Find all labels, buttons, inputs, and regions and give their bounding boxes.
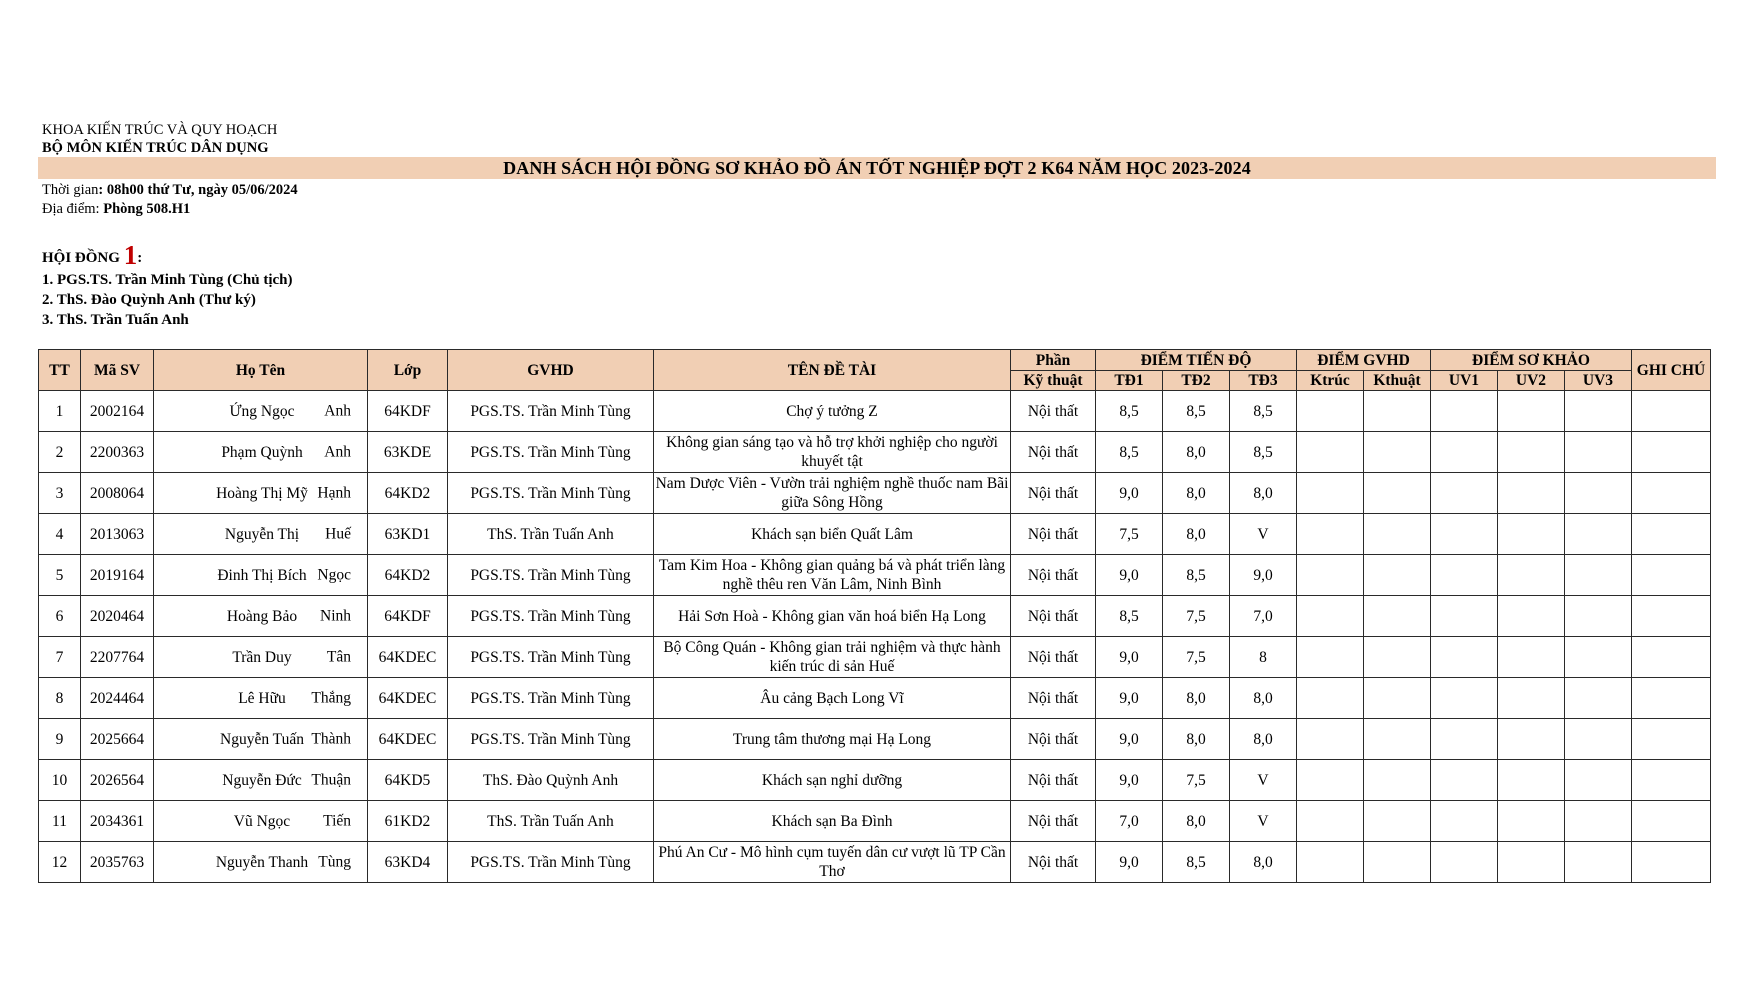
cell-full-name <box>154 678 368 719</box>
cell-ghichu <box>1632 514 1711 555</box>
cell-detai: Chợ ý tưởng Z <box>654 391 1011 432</box>
council-member: 2. ThS. Đào Quỳnh Anh (Thư ký) <box>42 292 256 308</box>
cell-full-name <box>154 391 368 432</box>
cell-gvhd: PGS.TS. Trần Minh Tùng <box>448 391 654 432</box>
table-row <box>39 719 1711 760</box>
first-name: Huế <box>325 525 351 543</box>
table-row <box>39 637 1711 678</box>
cell-masv: 2013063 <box>81 514 154 555</box>
cell-tt: 10 <box>39 760 81 801</box>
cell-gvhd: PGS.TS. Trần Minh Tùng <box>448 637 654 678</box>
cell-td3: V <box>1230 760 1297 801</box>
cell-uv2 <box>1498 596 1565 637</box>
cell-ghichu <box>1632 678 1711 719</box>
cell-uv1 <box>1431 760 1498 801</box>
header-kthuat: Kthuật <box>1364 371 1431 391</box>
cell-phan: Nội thất <box>1011 637 1096 678</box>
place-value: Phòng 508.H1 <box>103 201 191 217</box>
cell-gvhd: PGS.TS. Trần Minh Tùng <box>448 842 654 883</box>
cell-gvhd: PGS.TS. Trần Minh Tùng <box>448 678 654 719</box>
cell-ghichu <box>1632 801 1711 842</box>
table-header <box>39 350 1711 391</box>
cell-ghichu <box>1632 637 1711 678</box>
cell-tt: 4 <box>39 514 81 555</box>
place-info <box>42 200 190 218</box>
cell-td1: 9,0 <box>1096 842 1163 883</box>
first-name: Tân <box>326 648 351 666</box>
council-number: 1 <box>123 240 138 270</box>
cell-tt: 11 <box>39 801 81 842</box>
cell-kthuat <box>1364 760 1431 801</box>
header-uv3: UV3 <box>1565 371 1632 391</box>
cell-uv1 <box>1431 801 1498 842</box>
cell-ghichu <box>1632 760 1711 801</box>
header-uv2: UV2 <box>1498 371 1565 391</box>
cell-ktruc <box>1297 801 1364 842</box>
cell-td2: 8,0 <box>1163 432 1230 473</box>
cell-kthuat <box>1364 432 1431 473</box>
council-member: 3. ThS. Trần Tuấn Anh <box>42 312 189 328</box>
header-student-id: Mã SV <box>81 350 154 391</box>
cell-tt: 3 <box>39 473 81 514</box>
last-name: Vũ Ngọc <box>233 812 291 830</box>
cell-uv3 <box>1565 432 1632 473</box>
cell-td2: 7,5 <box>1163 760 1230 801</box>
time-label: Thời gian <box>42 182 99 198</box>
cell-td1: 9,0 <box>1096 719 1163 760</box>
last-name: Hoàng Bảo <box>226 607 298 625</box>
cell-masv: 2035763 <box>81 842 154 883</box>
cell-full-name <box>154 432 368 473</box>
header-td3: TĐ3 <box>1230 371 1297 391</box>
table-body <box>39 391 1711 883</box>
cell-uv2 <box>1498 555 1565 596</box>
cell-uv3 <box>1565 514 1632 555</box>
table-row <box>39 678 1711 719</box>
council-member: 1. PGS.TS. Trần Minh Tùng (Chủ tịch) <box>42 272 293 288</box>
header-td1: TĐ1 <box>1096 371 1163 391</box>
header-topic: TÊN ĐỀ TÀI <box>654 350 1011 391</box>
cell-uv3 <box>1565 391 1632 432</box>
cell-kthuat <box>1364 637 1431 678</box>
cell-masv: 2207764 <box>81 637 154 678</box>
cell-phan: Nội thất <box>1011 391 1096 432</box>
cell-uv3 <box>1565 473 1632 514</box>
council-suffix: : <box>137 250 143 266</box>
place-label: Địa điểm: <box>42 201 104 217</box>
cell-phan: Nội thất <box>1011 596 1096 637</box>
cell-uv1 <box>1431 596 1498 637</box>
cell-uv3 <box>1565 801 1632 842</box>
cell-kthuat <box>1364 391 1431 432</box>
header-technical-part-line1: Phần <box>1011 350 1096 371</box>
cell-uv1 <box>1431 678 1498 719</box>
cell-full-name <box>154 719 368 760</box>
table-row <box>39 514 1711 555</box>
first-name: Anh <box>324 443 351 461</box>
cell-uv2 <box>1498 432 1565 473</box>
cell-td1: 7,0 <box>1096 801 1163 842</box>
cell-kthuat <box>1364 555 1431 596</box>
header-progress-score: ĐIỂM TIẾN ĐỘ <box>1096 350 1297 371</box>
time-info <box>42 181 298 199</box>
cell-detai: Trung tâm thương mại Hạ Long <box>654 719 1011 760</box>
cell-td2: 7,5 <box>1163 596 1230 637</box>
cell-td2: 8,0 <box>1163 473 1230 514</box>
cell-uv1 <box>1431 432 1498 473</box>
cell-ghichu <box>1632 391 1711 432</box>
header-supervisor-score: ĐIỂM GVHD <box>1297 350 1431 371</box>
header-td2: TĐ2 <box>1163 371 1230 391</box>
cell-td2: 8,0 <box>1163 514 1230 555</box>
cell-detai: Bộ Công Quán - Không gian trải nghiệm và thực hành kiến trúc di sản Huế <box>654 637 1011 678</box>
cell-kthuat <box>1364 719 1431 760</box>
cell-lop: 64KDF <box>368 391 448 432</box>
last-name: Nguyễn Thị <box>224 525 300 543</box>
last-name: Nguyễn Đức <box>222 771 302 789</box>
cell-full-name <box>154 596 368 637</box>
cell-ghichu <box>1632 473 1711 514</box>
cell-td2: 8,5 <box>1163 555 1230 596</box>
table-row <box>39 391 1711 432</box>
cell-lop: 64KDF <box>368 596 448 637</box>
cell-masv: 2020464 <box>81 596 154 637</box>
cell-full-name <box>154 801 368 842</box>
cell-td1: 9,0 <box>1096 637 1163 678</box>
cell-td2: 7,5 <box>1163 637 1230 678</box>
time-value: : 08h00 thứ Tư, ngày 05/06/2024 <box>98 182 298 198</box>
table-row <box>39 760 1711 801</box>
cell-uv2 <box>1498 801 1565 842</box>
header-ktruc: Ktrúc <box>1297 371 1364 391</box>
cell-uv1 <box>1431 555 1498 596</box>
cell-uv2 <box>1498 719 1565 760</box>
first-name: Ninh <box>320 607 351 625</box>
cell-uv1 <box>1431 719 1498 760</box>
department-name: BỘ MÔN KIẾN TRÚC DÂN DỤNG <box>42 140 269 156</box>
cell-ghichu <box>1632 719 1711 760</box>
cell-uv2 <box>1498 391 1565 432</box>
cell-masv: 2008064 <box>81 473 154 514</box>
cell-gvhd: PGS.TS. Trần Minh Tùng <box>448 473 654 514</box>
cell-tt: 8 <box>39 678 81 719</box>
first-name: Tiến <box>323 812 351 830</box>
cell-lop: 61KD2 <box>368 801 448 842</box>
cell-td3: 8,0 <box>1230 719 1297 760</box>
last-name: Nguyễn Tuấn <box>220 730 304 748</box>
cell-ktruc <box>1297 637 1364 678</box>
council-label: HỘI ĐỒNG <box>42 250 124 266</box>
cell-masv: 2200363 <box>81 432 154 473</box>
cell-gvhd: PGS.TS. Trần Minh Tùng <box>448 719 654 760</box>
cell-lop: 63KDE <box>368 432 448 473</box>
cell-kthuat <box>1364 596 1431 637</box>
cell-uv1 <box>1431 637 1498 678</box>
cell-full-name <box>154 473 368 514</box>
cell-phan: Nội thất <box>1011 514 1096 555</box>
cell-masv: 2034361 <box>81 801 154 842</box>
last-name: Trần Duy <box>232 648 292 666</box>
cell-uv2 <box>1498 760 1565 801</box>
cell-uv2 <box>1498 473 1565 514</box>
cell-uv3 <box>1565 719 1632 760</box>
cell-uv2 <box>1498 637 1565 678</box>
cell-td1: 9,0 <box>1096 678 1163 719</box>
header-supervisor: GVHD <box>448 350 654 391</box>
cell-masv: 2026564 <box>81 760 154 801</box>
header-uv1: UV1 <box>1431 371 1498 391</box>
cell-uv1 <box>1431 391 1498 432</box>
cell-tt: 5 <box>39 555 81 596</box>
cell-ktruc <box>1297 473 1364 514</box>
cell-uv3 <box>1565 842 1632 883</box>
cell-tt: 7 <box>39 637 81 678</box>
cell-masv: 2025664 <box>81 719 154 760</box>
cell-uv2 <box>1498 842 1565 883</box>
cell-uv2 <box>1498 678 1565 719</box>
cell-lop: 64KDEC <box>368 719 448 760</box>
first-name: Thuận <box>311 771 351 789</box>
cell-td2: 8,5 <box>1163 391 1230 432</box>
cell-detai: Không gian sáng tạo và hỗ trợ khởi nghiệp cho người khuyết tật <box>654 432 1011 473</box>
cell-detai: Phú An Cư - Mô hình cụm tuyến dân cư vượt lũ TP Cần Thơ <box>654 842 1011 883</box>
cell-masv: 2024464 <box>81 678 154 719</box>
table-row <box>39 596 1711 637</box>
document-title: DANH SÁCH HỘI ĐỒNG SƠ KHẢO ĐỒ ÁN TỐT NGHIỆP ĐỢT 2 K64 NĂM HỌC 2023-2024 <box>38 157 1716 179</box>
first-name: Ngọc <box>317 566 351 584</box>
cell-tt: 1 <box>39 391 81 432</box>
cell-td1: 9,0 <box>1096 473 1163 514</box>
cell-ktruc <box>1297 842 1364 883</box>
cell-kthuat <box>1364 473 1431 514</box>
cell-detai: Khách sạn biển Quất Lâm <box>654 514 1011 555</box>
cell-gvhd: PGS.TS. Trần Minh Tùng <box>448 555 654 596</box>
last-name: Lê Hữu <box>238 689 286 707</box>
cell-gvhd: ThS. Trần Tuấn Anh <box>448 801 654 842</box>
first-name: Thành <box>311 730 351 748</box>
table-row <box>39 842 1711 883</box>
cell-gvhd: ThS. Đào Quỳnh Anh <box>448 760 654 801</box>
table-row <box>39 555 1711 596</box>
cell-ghichu <box>1632 596 1711 637</box>
cell-phan: Nội thất <box>1011 719 1096 760</box>
table-row <box>39 801 1711 842</box>
cell-detai: Tam Kim Hoa - Không gian quảng bá và phát triển làng nghề thêu ren Văn Lâm, Ninh Bình <box>654 555 1011 596</box>
cell-tt: 2 <box>39 432 81 473</box>
cell-gvhd: ThS. Trần Tuấn Anh <box>448 514 654 555</box>
cell-uv1 <box>1431 842 1498 883</box>
last-name: Ứng Ngọc <box>229 402 295 420</box>
cell-kthuat <box>1364 842 1431 883</box>
header-notes: GHI CHÚ <box>1632 350 1711 391</box>
header-class: Lớp <box>368 350 448 391</box>
cell-masv: 2019164 <box>81 555 154 596</box>
cell-kthuat <box>1364 514 1431 555</box>
cell-td2: 8,0 <box>1163 801 1230 842</box>
cell-full-name <box>154 555 368 596</box>
cell-uv3 <box>1565 637 1632 678</box>
cell-uv3 <box>1565 555 1632 596</box>
table-row <box>39 432 1711 473</box>
cell-td1: 9,0 <box>1096 555 1163 596</box>
cell-lop: 64KDEC <box>368 637 448 678</box>
cell-uv3 <box>1565 596 1632 637</box>
cell-ktruc <box>1297 432 1364 473</box>
first-name: Thắng <box>311 689 351 707</box>
cell-kthuat <box>1364 801 1431 842</box>
cell-tt: 6 <box>39 596 81 637</box>
cell-td3: 8,5 <box>1230 391 1297 432</box>
cell-td3: V <box>1230 514 1297 555</box>
cell-td1: 8,5 <box>1096 432 1163 473</box>
cell-lop: 64KDEC <box>368 678 448 719</box>
cell-td3: 8,0 <box>1230 473 1297 514</box>
council-heading <box>42 240 142 273</box>
header-full-name: Họ Tên <box>154 350 368 391</box>
last-name: Đinh Thị Bích <box>217 566 307 584</box>
cell-tt: 9 <box>39 719 81 760</box>
cell-ktruc <box>1297 678 1364 719</box>
cell-lop: 63KD1 <box>368 514 448 555</box>
faculty-name: KHOA KIẾN TRÚC VÀ QUY HOẠCH <box>42 122 278 138</box>
cell-phan: Nội thất <box>1011 473 1096 514</box>
cell-td3: 9,0 <box>1230 555 1297 596</box>
cell-lop: 63KD4 <box>368 842 448 883</box>
cell-lop: 64KD2 <box>368 473 448 514</box>
cell-phan: Nội thất <box>1011 801 1096 842</box>
cell-ktruc <box>1297 555 1364 596</box>
cell-lop: 64KD5 <box>368 760 448 801</box>
cell-full-name <box>154 637 368 678</box>
cell-tt: 12 <box>39 842 81 883</box>
cell-uv3 <box>1565 678 1632 719</box>
cell-ktruc <box>1297 719 1364 760</box>
header-technical-part-line2: Kỹ thuật <box>1011 371 1096 391</box>
cell-ghichu <box>1632 842 1711 883</box>
cell-gvhd: PGS.TS. Trần Minh Tùng <box>448 432 654 473</box>
cell-td3: 8 <box>1230 637 1297 678</box>
cell-phan: Nội thất <box>1011 842 1096 883</box>
cell-full-name <box>154 842 368 883</box>
cell-full-name <box>154 760 368 801</box>
table-row <box>39 473 1711 514</box>
cell-gvhd: PGS.TS. Trần Minh Tùng <box>448 596 654 637</box>
cell-td1: 7,5 <box>1096 514 1163 555</box>
cell-uv3 <box>1565 760 1632 801</box>
cell-ktruc <box>1297 596 1364 637</box>
last-name: Hoàng Thị Mỹ <box>216 484 308 502</box>
cell-td1: 8,5 <box>1096 596 1163 637</box>
cell-td2: 8,5 <box>1163 842 1230 883</box>
cell-ktruc <box>1297 391 1364 432</box>
cell-ktruc <box>1297 760 1364 801</box>
cell-detai: Âu cảng Bạch Long Vĩ <box>654 678 1011 719</box>
last-name: Phạm Quỳnh <box>221 443 303 461</box>
cell-ghichu <box>1632 432 1711 473</box>
first-name: Hạnh <box>317 484 351 502</box>
cell-td3: 8,0 <box>1230 678 1297 719</box>
cell-detai: Khách sạn nghỉ dưỡng <box>654 760 1011 801</box>
cell-detai: Khách sạn Ba Đình <box>654 801 1011 842</box>
cell-phan: Nội thất <box>1011 432 1096 473</box>
cell-ktruc <box>1297 514 1364 555</box>
first-name: Tùng <box>318 853 351 871</box>
cell-td3: V <box>1230 801 1297 842</box>
student-table <box>38 349 1711 883</box>
cell-masv: 2002164 <box>81 391 154 432</box>
header-tt: TT <box>39 350 81 391</box>
cell-td3: 8,5 <box>1230 432 1297 473</box>
cell-kthuat <box>1364 678 1431 719</box>
cell-uv1 <box>1431 473 1498 514</box>
cell-td1: 9,0 <box>1096 760 1163 801</box>
cell-detai: Hải Sơn Hoà - Không gian văn hoá biển Hạ Long <box>654 596 1011 637</box>
cell-phan: Nội thất <box>1011 678 1096 719</box>
cell-uv1 <box>1431 514 1498 555</box>
cell-td2: 8,0 <box>1163 678 1230 719</box>
cell-ghichu <box>1632 555 1711 596</box>
cell-full-name <box>154 514 368 555</box>
cell-phan: Nội thất <box>1011 555 1096 596</box>
cell-uv2 <box>1498 514 1565 555</box>
cell-td2: 8,0 <box>1163 719 1230 760</box>
cell-phan: Nội thất <box>1011 760 1096 801</box>
cell-td1: 8,5 <box>1096 391 1163 432</box>
last-name: Nguyễn Thanh <box>215 853 309 871</box>
cell-lop: 64KD2 <box>368 555 448 596</box>
cell-td3: 8,0 <box>1230 842 1297 883</box>
cell-td3: 7,0 <box>1230 596 1297 637</box>
first-name: Anh <box>324 402 351 420</box>
cell-detai: Nam Dược Viên - Vườn trải nghiệm nghề thuốc nam Bãi giữa Sông Hồng <box>654 473 1011 514</box>
header-preliminary-score: ĐIỂM SƠ KHẢO <box>1431 350 1632 371</box>
